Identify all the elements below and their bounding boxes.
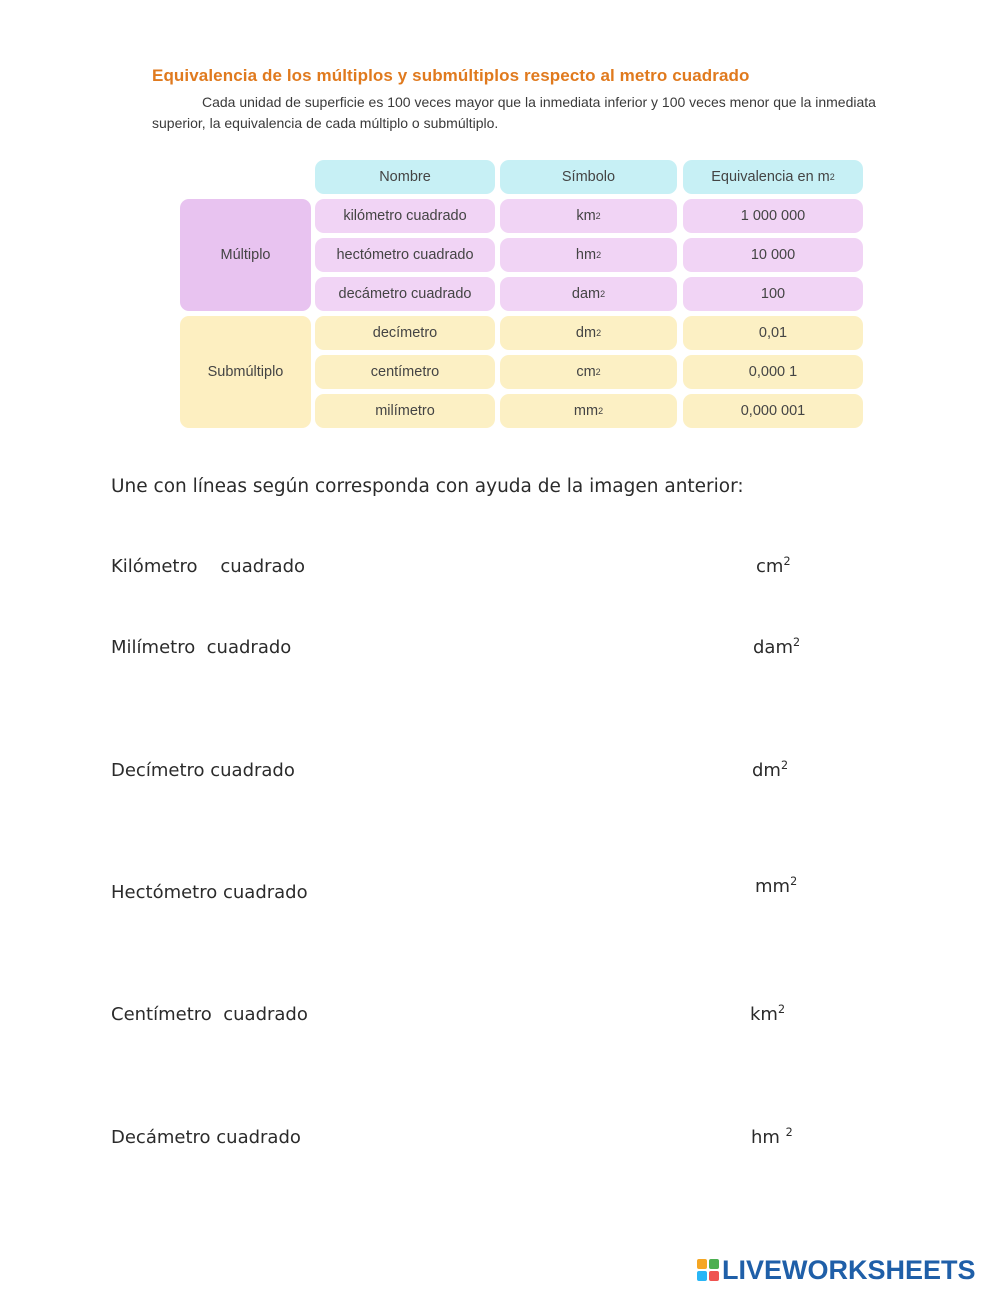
unit-base: cm xyxy=(756,556,784,577)
unit-sup: 2 xyxy=(793,636,801,649)
logo-mark-icon xyxy=(697,1259,719,1281)
row-equivalence: 0,000 001 xyxy=(683,394,863,428)
match-left-item[interactable]: Milímetro cuadrado xyxy=(111,637,292,658)
unit-base: dam xyxy=(753,637,793,658)
intro-paragraph: Cada unidad de superficie es 100 veces mayor que la inmediata inferior y 100 veces menor que la inmediata superior, la equivalencia de cada múltiplo o submúltiplo. xyxy=(152,94,876,131)
match-left-item[interactable]: Centímetro cuadrado xyxy=(111,1004,308,1025)
symbol-base: cm xyxy=(576,364,596,380)
match-right-item[interactable] xyxy=(753,637,800,658)
row-name: decámetro cuadrado xyxy=(315,277,495,311)
row-symbol: dm 2 xyxy=(500,316,677,350)
row-equivalence: 0,01 xyxy=(683,316,863,350)
symbol-base: km xyxy=(576,208,596,224)
unit-sup: 2 xyxy=(780,759,789,772)
header-equivalence-text: Equivalencia en m xyxy=(711,169,830,185)
liveworksheets-logo xyxy=(697,1255,976,1285)
row-name: hectómetro cuadrado xyxy=(315,238,495,272)
unit-base: km xyxy=(750,1004,778,1025)
row-equivalence: 100 xyxy=(683,277,863,311)
unit-base: mm xyxy=(755,876,791,897)
row-symbol: hm 2 xyxy=(500,238,677,272)
row-symbol: km 2 xyxy=(500,199,677,233)
match-left-item[interactable]: Hectómetro cuadrado xyxy=(111,882,308,903)
logo-square xyxy=(697,1259,707,1269)
match-right-item[interactable] xyxy=(750,1004,785,1025)
symbol-base: dam xyxy=(571,286,601,302)
match-right-item[interactable] xyxy=(752,760,788,781)
row-equivalence: 10 000 xyxy=(683,238,863,272)
worksheet-heading: Equivalencia de los múltiplos y submúltiplos respecto al metro cuadrado xyxy=(152,66,750,85)
header-equivalence: Equivalencia en m 2 xyxy=(683,160,863,194)
logo-text: LIVEWORKSHEETS xyxy=(722,1254,976,1285)
row-name: milímetro xyxy=(315,394,495,428)
symbol-base: dm xyxy=(575,325,597,341)
header-name: Nombre xyxy=(315,160,495,194)
unit-sup: 2 xyxy=(790,875,798,888)
match-right-item[interactable] xyxy=(751,1127,793,1148)
row-equivalence: 0,000 1 xyxy=(683,355,863,389)
symbol-base: hm xyxy=(575,247,597,263)
row-name: decímetro xyxy=(315,316,495,350)
row-symbol: cm 2 xyxy=(500,355,677,389)
match-left-item[interactable]: Decámetro cuadrado xyxy=(111,1127,301,1148)
match-right-item[interactable] xyxy=(755,876,797,897)
row-symbol: dam 2 xyxy=(500,277,677,311)
logo-square xyxy=(709,1271,719,1281)
unit-base: dm xyxy=(752,760,781,781)
unit-sup: 2 xyxy=(783,555,791,568)
instruction-text: Une con líneas según corresponda con ayuda de la imagen anterior: xyxy=(111,476,744,497)
unit-base: hm xyxy=(751,1127,786,1148)
row-symbol: mm 2 xyxy=(500,394,677,428)
symbol-base: mm xyxy=(573,403,599,419)
group-label-multiple: Múltiplo xyxy=(180,199,311,311)
unit-sup: 2 xyxy=(777,1003,786,1016)
row-equivalence: 1 000 000 xyxy=(683,199,863,233)
logo-square xyxy=(697,1271,707,1281)
match-right-item[interactable] xyxy=(756,556,791,577)
logo-square xyxy=(709,1259,719,1269)
row-name: kilómetro cuadrado xyxy=(315,199,495,233)
match-left-item[interactable]: Decímetro cuadrado xyxy=(111,760,295,781)
row-name: centímetro xyxy=(315,355,495,389)
group-label-submultiple: Submúltiplo xyxy=(180,316,311,428)
header-symbol: Símbolo xyxy=(500,160,677,194)
match-left-item[interactable]: Kilómetro cuadrado xyxy=(111,556,306,577)
unit-sup: 2 xyxy=(785,1126,793,1139)
